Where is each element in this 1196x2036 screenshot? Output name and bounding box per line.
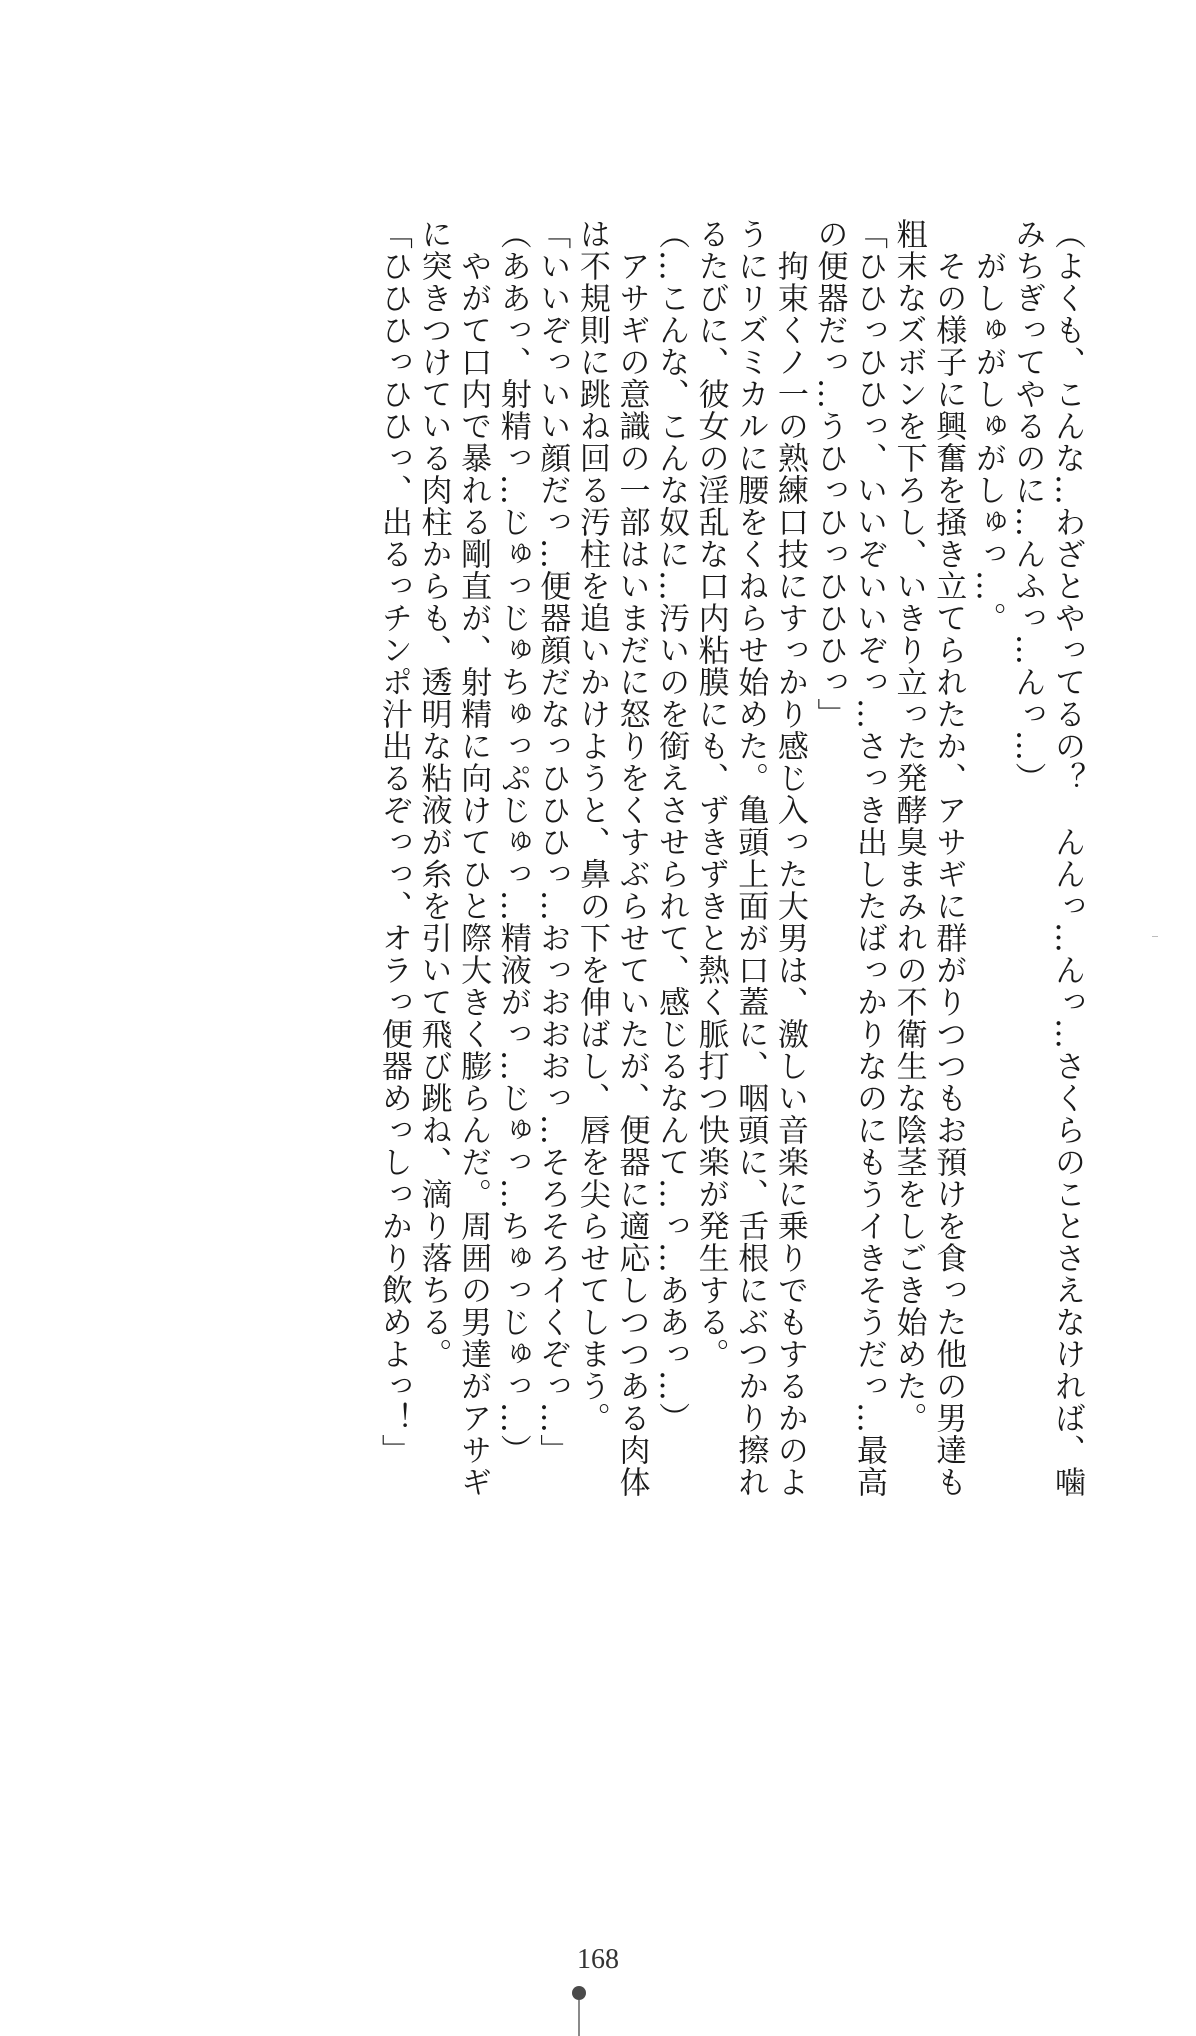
text-line: （…こんな、こんな奴に…汚いのを銜えさせられて、感じるなんて…っ…ああっ…）	[653, 218, 690, 1434]
text-line: （よくも、こんな…わざとやってるの？ んんっ…んっ…さくらのことさえなければ、噛	[1049, 218, 1085, 1498]
folio-dot-ornament	[572, 1986, 586, 2000]
text-line: その様子に興奮を掻き立てられたか、アサギに群がりつつもお預けを食った他の男達も	[930, 218, 967, 1498]
text-line: は不規則に跳ね回る汚柱を追いかけようと、鼻の下を伸ばし、唇を尖らせてしまう。	[573, 218, 610, 1434]
folio-stem-ornament	[578, 2000, 580, 2036]
text-line: がしゅがしゅがしゅっ…。	[969, 218, 1006, 634]
margin-tick-mark	[1152, 936, 1158, 937]
text-line: 拘束くノ一の熟練口技にすっかり感じ入った大男は、激しい音楽に乗りでもするかのよ	[771, 218, 808, 1498]
page-number: 168	[577, 1944, 619, 1975]
text-line: （ああっ、射精っ…じゅっじゅちゅっぷじゅっ…精液がっ…じゅっ…ちゅっじゅっ…）	[494, 218, 531, 1466]
text-line: 粗末なズボンを下ろし、いきり立った発酵臭まみれの不衛生な陰茎をしごき始めた。	[890, 218, 927, 1434]
text-line: やがて口内で暴れる剛直が、射精に向けてひと際大きく膨らんだ。周囲の男達がアサギ	[455, 218, 492, 1498]
text-line: の便器だっ…うひっひっひひひっ」	[811, 218, 848, 730]
vertical-text-body	[373, 218, 1086, 1618]
text-line: 「ひひっひひっ、いいぞいいぞっ…さっき出したばっかりなのにもうイきそうだっ…最高	[851, 218, 888, 1498]
text-line: るたびに、彼女の淫乱な口内粘膜にも、ずきずきと熱く脈打つ快楽が発生する。	[692, 218, 729, 1370]
text-line: アサギの意識の一部はいまだに怒りをくすぶらせていたが、便器に適応しつつある肉体	[613, 218, 650, 1498]
text-line: 「ひひひっひひっ、出るっチンポ汁出るぞっっ、オラっ便器めっしっかり飲めよっ！」	[375, 218, 412, 1466]
text-line: 「いいぞっいい顔だっ…便器顔だなっひひひっ…おっおおおっ…そろそろイくぞっ…」	[534, 218, 571, 1466]
text-line: みちぎってやるのに…んふっ…んっ…）	[1009, 218, 1046, 794]
text-line: うにリズミカルに腰をくねらせ始めた。亀頭上面が口蓋に、咽頭に、舌根にぶつかり擦れ	[732, 218, 769, 1498]
text-line: に突きつけている肉柱からも、透明な粘液が糸を引いて飛び跳ね、滴り落ちる。	[415, 218, 452, 1370]
